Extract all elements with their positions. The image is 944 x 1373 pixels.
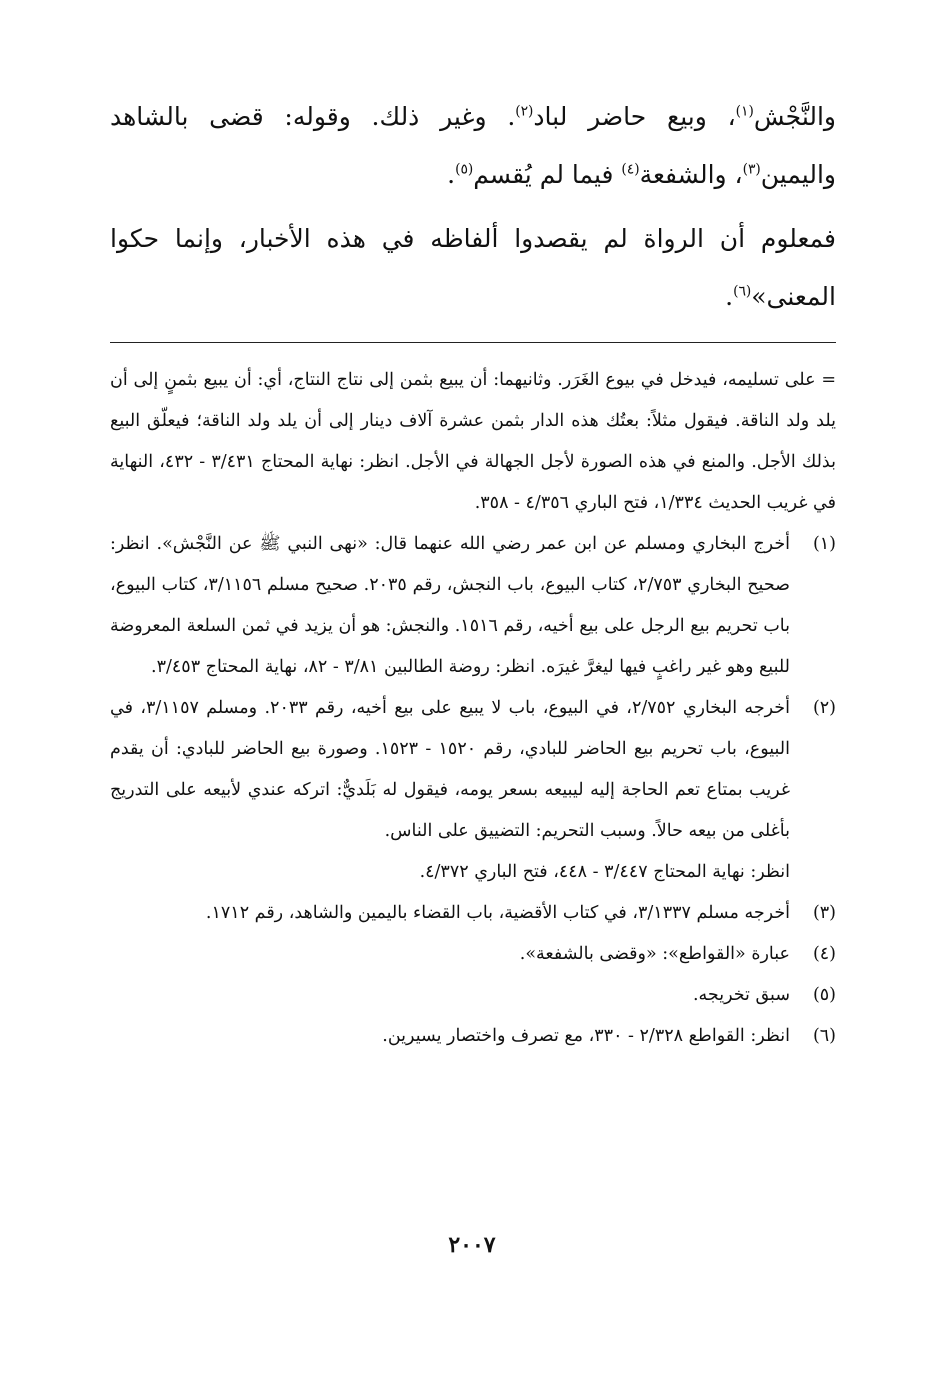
footnote-number: (٢)	[812, 698, 836, 718]
main-text-span: .	[447, 160, 456, 189]
main-text-span: ، والشفعة	[639, 160, 743, 189]
footnote-5	[110, 975, 836, 1016]
main-text-span: .	[725, 282, 734, 311]
footnote-text: أخرجه البخاري ٢/٧٥٢، في البيوع، باب لا يبيع على بيع أخيه، رقم ٢٠٣٣. ومسلم ٣/١١٥٧، في البيوع، باب تحريم بيع الحاضر للبادي، رقم ١٥٢٠ - ١٥٢٣. وصورة بيع الحاضر للبادي: أن يقدم غريب بمتاع تعم الحاجة إليه ليبيعه بسعر يومه، فيقول له بَلَديٌّ: اتركه عندي لأبيعه على التدريج بأغلى من بيعه حالاً. وسبب التحريم: التضييق على الناس.	[110, 698, 790, 841]
footnote-ref-4: (٤)	[621, 161, 640, 178]
footnote-4	[110, 934, 836, 975]
footnote-2	[110, 688, 836, 893]
footnote-number: (٦)	[812, 1026, 836, 1046]
footnote-body	[110, 688, 790, 893]
footnote-number: (٤)	[812, 944, 836, 964]
footnote-text: أخرج البخاري ومسلم عن ابن عمر رضي الله عنهما قال: «نهى النبي ﷺ عن النَّجْش». انظر: صحيح البخاري ٢/٧٥٣، كتاب البيوع، باب النجش، رقم ٢٠٣٥. صحيح مسلم ٣/١١٥٦، كتاب البيوع، باب تحريم بيع الرجل على بيع أخيه، رقم ١٥١٦. والنجش: هو أن يزيد في ثمن السلعة المعروضة للبيع وهو غير راغبٍ فيها ليغرَّ غيرَه. انظر: روضة الطالبين ٣/٨١ - ٨٢، نهاية المحتاج ٣/٤٥٣.	[110, 534, 790, 677]
footnote-text: انظر: القواطع ٢/٣٢٨ - ٣٣٠، مع تصرف واختصار يسيرين.	[382, 1026, 790, 1046]
footnote-ref-3: (٣)	[742, 161, 761, 178]
footnote-ref-5: (٥)	[455, 161, 474, 178]
main-text-span: . وغير ذلك. وقوله: قضى بالشاهد واليمين	[110, 102, 836, 189]
footnote-3	[110, 893, 836, 934]
page-number: ٢٠٠٧	[448, 1232, 496, 1258]
footnote-ref-2: (٢)	[515, 103, 534, 120]
footnote-ref-1: (١)	[735, 103, 754, 120]
footnote-reference-line: انظر: نهاية المحتاج ٣/٤٤٧ - ٤٤٨، فتح الباري ٤/٣٧٢.	[419, 862, 790, 882]
footnote-number: (٣)	[812, 903, 836, 923]
footnote-continuation: = على تسليمه، فيدخل في بيوع الغَرَر. وثانيهما: أن يبيع بثمن إلى نتاج النتاج، أي: أن يبيع بثمنٍ إلى أن يلد ولد الناقة. فيقول مثلاً: بعتُك هذه الدار بثمن عشرة آلاف دينار إلى أن يلد ولد الناقة؛ فيعلّق البيع بذلك الأجل. والمنع في هذه الصورة لأجل الجهالة في الأجل. انظر: نهاية المحتاج ٣/٤٣١ - ٤٣٢، النهاية في غريب الحديث ١/٣٣٤، فتح الباري ٤/٣٥٦ - ٣٥٨.	[110, 370, 836, 513]
main-text-span: فمعلوم أن الرواة لم يقصدوا ألفاظه في هذه الأخبار، وإنما حكوا المعنى»	[110, 224, 836, 311]
footnote-number: (١)	[812, 534, 836, 554]
footnotes	[110, 360, 836, 1057]
main-text-span: والنَّجْش	[753, 102, 837, 131]
main-text-span: فيما لم يُقسم	[473, 160, 622, 189]
footnote-1	[110, 524, 836, 688]
main-paragraph-2	[110, 210, 836, 326]
footnote-divider	[110, 342, 836, 343]
main-paragraph-1	[110, 88, 836, 204]
footnote-text: سبق تخريجه.	[692, 985, 790, 1005]
footnote-6	[110, 1016, 836, 1057]
footnote-text: أخرجه مسلم ٣/١٣٣٧، في كتاب الأقضية، باب القضاء باليمين والشاهد، رقم ١٧١٢.	[205, 903, 790, 923]
main-text	[110, 88, 836, 326]
footnote-ref-6: (٦)	[733, 283, 752, 300]
footnote-number: (٥)	[812, 985, 836, 1005]
footnote-text: عبارة «القواطع»: «وقضى بالشفعة».	[519, 944, 790, 964]
main-text-span: ، وبيع حاضر لباد	[533, 102, 736, 131]
